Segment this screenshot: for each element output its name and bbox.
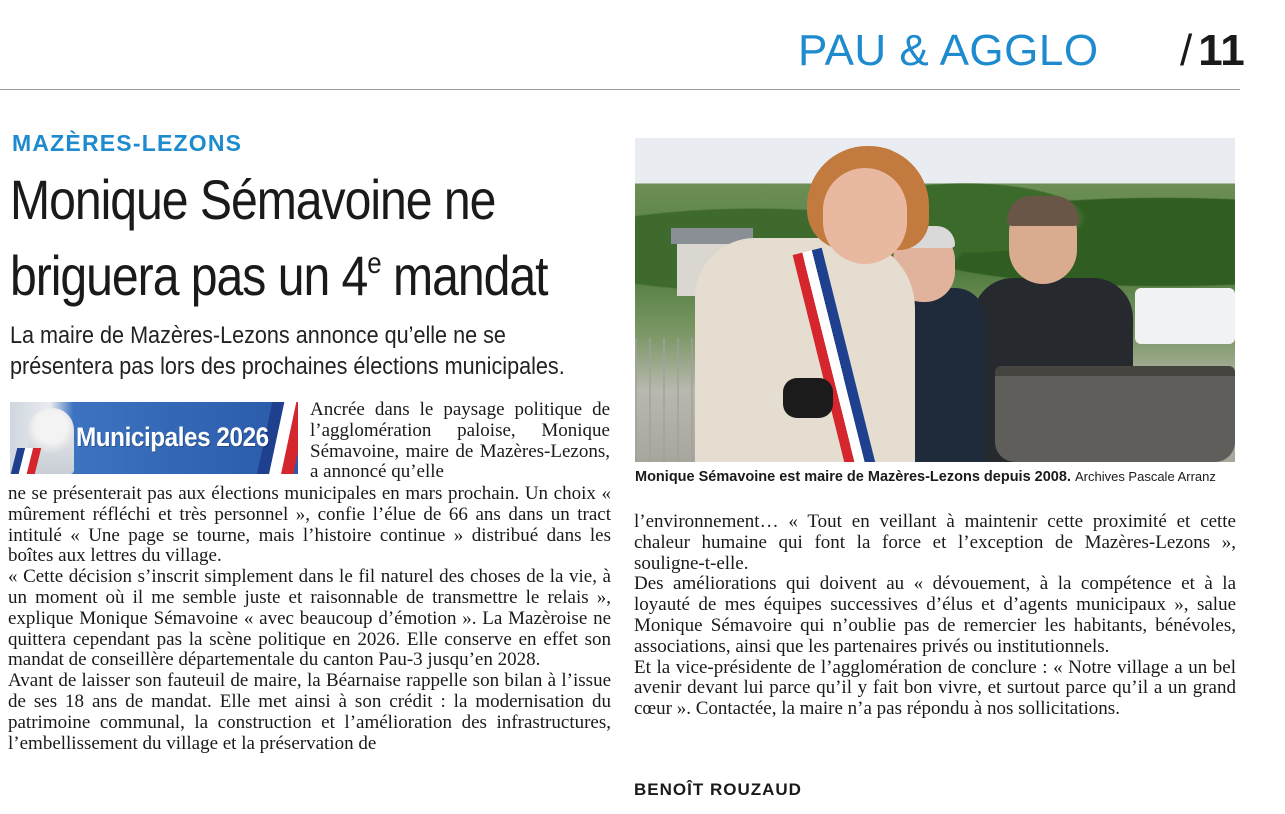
photo-credit: Archives Pascale Arranz [1074,469,1216,484]
article-photo [635,138,1235,462]
body-column-1 [8,484,611,754]
body-paragraph: ne se présenterait pas aux élections municipales en mars prochain. Un choix « mûrement réfléchi et très personnel », confie l’élue de 66 ans dans un tract intitulé « Une page se tourne, mais l’histoire continue » distribué dans les boîtes aux lettres du village. [8,483,611,567]
article-byline: BENOÎT ROUZAUD [634,780,802,799]
photo-van [1135,288,1235,344]
body-column-2 [634,512,1236,720]
body-intro: Ancrée dans le paysage politique de l’agglomération paloise, Monique Sémavoine, maire de Mazères-Lezons, a annoncé qu’elle [310,399,610,483]
photo-caption [635,469,1235,485]
photo-woman-head [823,168,907,264]
page-number: / 11 [1180,26,1245,75]
header-divider [0,89,1240,90]
municipales-badge [10,402,298,474]
article-standfirst: La maire de Mazères-Lezons annonce qu’elle ne se présentera pas lors des prochaines élections municipales. [10,322,565,380]
caption-text: Monique Sémavoine est maire de Mazères-Lezons depuis 2008. [635,469,1071,485]
headline-line-2-start: briguera pas un 4 [10,244,368,307]
headline-line-2 [10,232,548,308]
headline-superscript: e [367,247,381,280]
body-paragraph: Des améliorations qui doivent au « dévouement, à la compétence et à la loyauté de mes équipes successives d’élus et d’agents municipaux », salue Monique Sémavoire qui n’oublie pas de remercier les habitants, bénévoles, associations, ainsi que les partenaires privés ou institutionnels. [634,573,1236,657]
body-paragraph: Et la vice-présidente de l’agglomération de conclure : « Notre village a un bel avenir devant lui parce qu’il y fait bon vivre, et surtout parce qu’il a un grand cœur ». Contactée, la maire n’a pas répondu à nos sollicitations. [634,656,1236,720]
photo-man-right-hair [1007,196,1079,226]
body-paragraph: Avant de laisser son fauteuil de maire, la Béarnaise rappelle son bilan à l’issue de ses 18 ans de mandat. Elle met ainsi à son crédit : la modernisation du patrimoine communal, la construction et l’amélioration des infrastructures, l’embellissement du village et la préservation de [8,670,611,754]
article-headline [10,168,548,308]
headline-line-1: Monique Sémavoine ne [10,168,496,231]
section-title: PAU & AGGLO [798,26,1099,75]
body-paragraph: l’environnement… « Tout en veillant à maintenir cette proximité et cette chaleur humaine qui font la force et l’exception de Mazères-Lezons », souligne-t-elle. [634,511,1236,574]
headline-line-2-end: mandat [380,244,548,307]
photo-glove [783,378,833,418]
photo-trough [995,366,1235,462]
badge-label: Municipales 2026 [76,422,269,452]
article-kicker: MAZÈRES-LEZONS [12,130,243,156]
body-paragraph: « Cette décision s’inscrit simplement dans le fil naturel des choses de la vie, à un moment où il me semble juste et raisonnable de transmettre le relais », explique Monique Sémavoine « avec beaucoup d’émotion ». La Mazèroise ne quittera cependant pas la scène politique en 2026. Elle conserve en effet son mandat de conseillère départementale du canton Pau-3 jusqu’en 2028. [8,566,611,671]
page-number-value: 11 [1198,26,1245,75]
